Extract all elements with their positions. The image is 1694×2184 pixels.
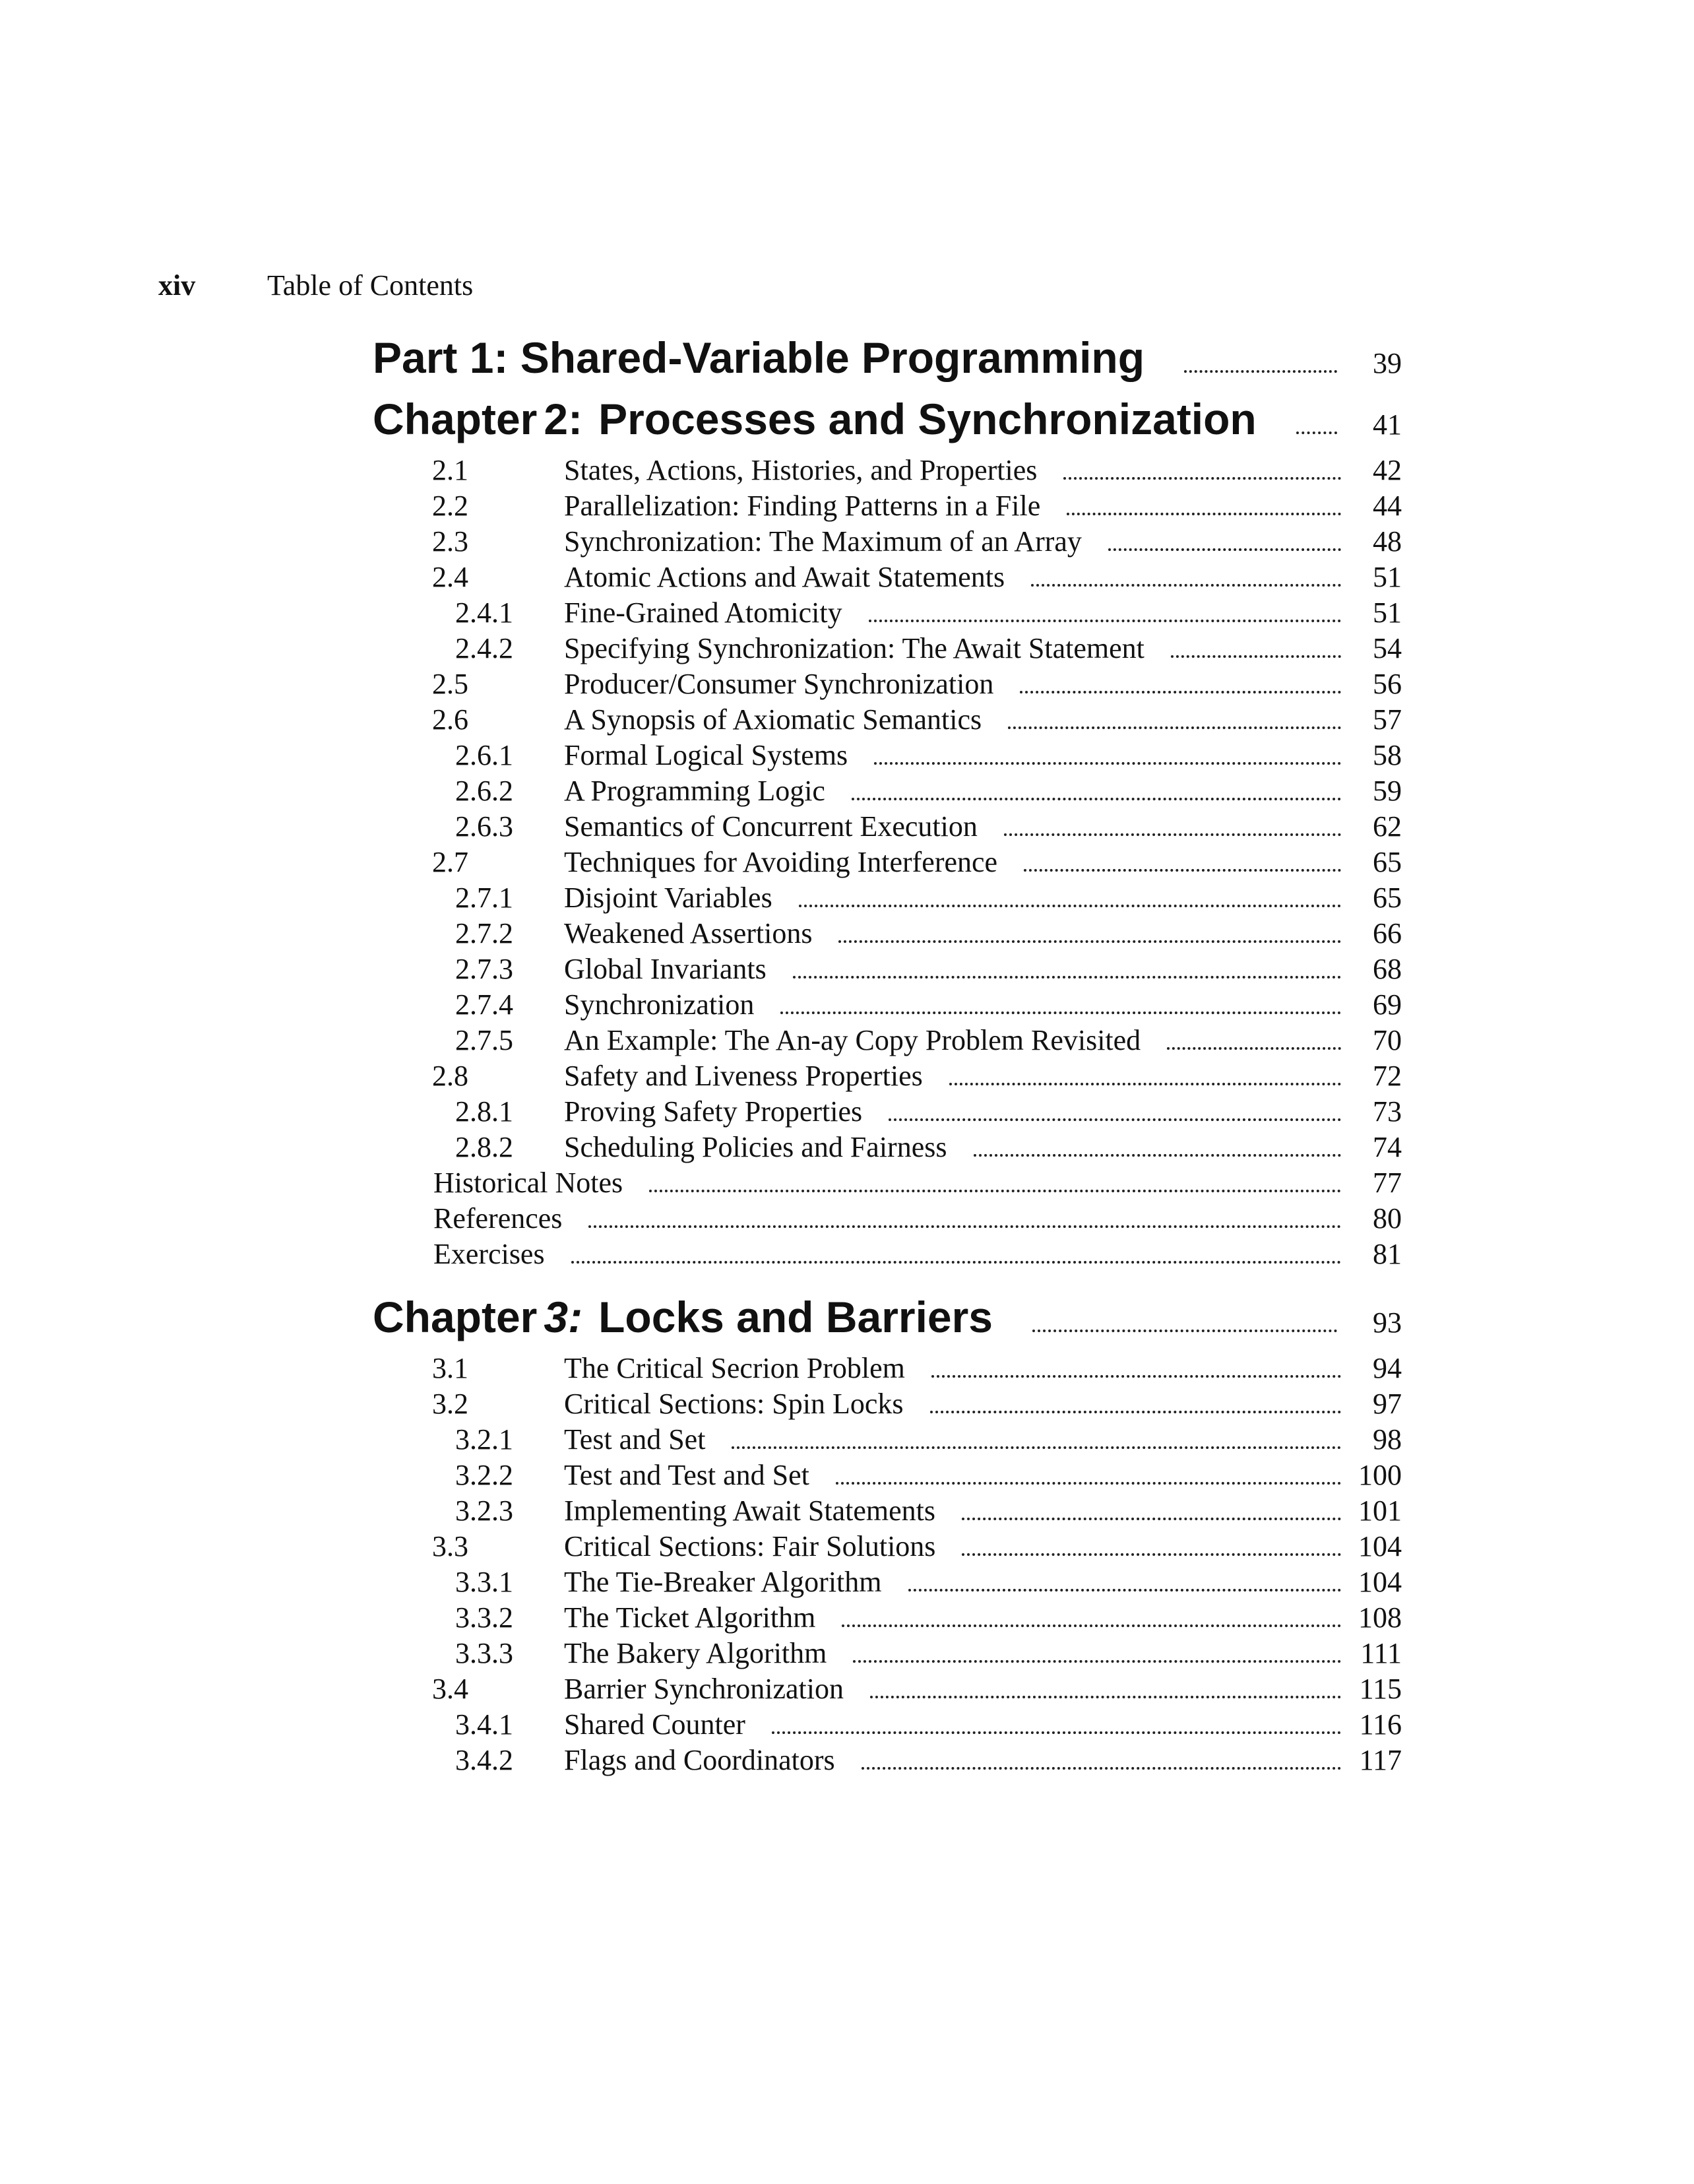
dot-leader	[772, 1731, 1341, 1734]
dot-leader	[869, 620, 1341, 622]
chapter-2-title: Processes and Synchronization	[598, 395, 1257, 443]
toc-entry-number: 2.5	[432, 668, 468, 700]
toc-entry-page-number: 65	[1373, 882, 1402, 914]
toc-entry-number: 2.7.1	[455, 882, 513, 914]
toc-entry	[373, 809, 1402, 845]
toc-entry-page-number: 57	[1373, 703, 1402, 736]
toc-entry	[373, 1351, 1402, 1386]
toc-entry-title: Flags and Coordinators	[564, 1744, 835, 1776]
dot-leader	[1296, 432, 1337, 434]
dot-leader	[1032, 1330, 1337, 1332]
toc-entry	[373, 631, 1402, 666]
toc-entry-title: Techniques for Avoiding Interference	[564, 846, 998, 878]
dot-leader	[732, 1446, 1341, 1449]
toc-entry-page-number: 72	[1373, 1060, 1402, 1092]
toc-entry-page-number: 44	[1373, 490, 1402, 522]
toc-entry-page-number: 58	[1373, 739, 1402, 771]
toc-entry-page-number: 66	[1373, 917, 1402, 949]
toc-entry-title: Shared Counter	[564, 1708, 745, 1741]
toc-entry-number: 3.2.3	[455, 1494, 513, 1527]
toc-entry	[373, 1201, 1402, 1237]
toc-entry-page-number: 104	[1358, 1530, 1402, 1562]
toc-entry-number: 2.7.2	[455, 917, 513, 949]
toc-entry	[373, 1058, 1402, 1094]
toc-entry-title: Implementing Await Statements	[564, 1494, 935, 1527]
toc-entry	[373, 1237, 1402, 1272]
toc-entry-title: Formal Logical Systems	[564, 739, 848, 771]
toc-entry	[373, 1023, 1402, 1058]
chapter-3-heading	[373, 1289, 1402, 1351]
dot-leader	[1171, 655, 1341, 658]
dot-leader	[974, 1154, 1342, 1157]
toc-entry-page-number: 98	[1373, 1423, 1402, 1456]
toc-entry-number: 2.4.2	[455, 632, 513, 664]
toc-entry	[373, 488, 1402, 524]
dot-leader	[949, 1083, 1341, 1085]
toc-entry-page-number: 59	[1373, 775, 1402, 807]
toc-entry	[373, 1564, 1402, 1600]
dot-leader	[870, 1696, 1341, 1698]
toc-entry	[373, 595, 1402, 631]
chapter-3-page-number: 93	[1373, 1306, 1402, 1339]
dot-leader	[1184, 370, 1337, 373]
dot-leader	[874, 762, 1341, 765]
toc-entry-page-number: 101	[1358, 1494, 1402, 1527]
part-title: Part 1: Shared-Variable Programming	[373, 333, 1145, 382]
toc-entry	[373, 524, 1402, 560]
toc-entry-title: Safety and Liveness Properties	[564, 1060, 923, 1092]
dot-leader	[838, 940, 1341, 943]
toc-entry-number: 3.3.2	[455, 1601, 513, 1634]
dot-leader	[571, 1261, 1341, 1264]
dot-leader	[931, 1375, 1341, 1378]
toc-entry-title: Test and Set	[564, 1423, 706, 1456]
toc-entry-title: States, Actions, Histories, and Properties	[564, 454, 1038, 486]
toc-entry-number: 3.3.1	[455, 1566, 513, 1598]
toc-entry-title: Synchronization	[564, 988, 755, 1021]
part-heading	[373, 330, 1402, 391]
table-of-contents	[373, 330, 1402, 1778]
dot-leader	[1024, 869, 1341, 872]
toc-entry-page-number: 54	[1373, 632, 1402, 664]
toc-entry	[373, 773, 1402, 809]
toc-entry	[373, 1671, 1402, 1707]
running-head-title: Table of Contents	[267, 269, 474, 302]
toc-entry-number: 2.3	[432, 525, 468, 558]
toc-entry-page-number: 48	[1373, 525, 1402, 558]
dot-leader	[836, 1482, 1341, 1485]
toc-entry	[373, 1165, 1402, 1201]
toc-entry-title: Weakened Assertions	[564, 917, 813, 949]
toc-entry	[373, 702, 1402, 738]
toc-entry-number: 2.6	[432, 703, 468, 736]
toc-entry-page-number: 51	[1373, 596, 1402, 629]
toc-entry-page-number: 73	[1373, 1095, 1402, 1128]
toc-entry-title: Historical Notes	[433, 1167, 623, 1199]
toc-entry	[373, 560, 1402, 595]
toc-entry-page-number: 80	[1373, 1202, 1402, 1235]
toc-entry-page-number: 65	[1373, 846, 1402, 878]
dot-leader	[889, 1118, 1341, 1121]
toc-entry-title: Semantics of Concurrent Execution	[564, 810, 978, 843]
toc-entry-title: Exercises	[433, 1238, 545, 1270]
toc-entry-title: An Example: The An-ay Copy Problem Revisited	[564, 1024, 1141, 1056]
toc-entry	[373, 1636, 1402, 1671]
toc-entry-number: 2.6.2	[455, 775, 513, 807]
toc-entry-page-number: 42	[1373, 454, 1402, 486]
toc-entry-page-number: 62	[1373, 810, 1402, 843]
toc-entry-title: Test and Test and Set	[564, 1459, 809, 1491]
toc-entry	[373, 666, 1402, 702]
toc-entry-page-number: 56	[1373, 668, 1402, 700]
toc-entry-number: 3.1	[432, 1352, 468, 1384]
dot-leader	[1020, 691, 1341, 693]
toc-entry-title: A Programming Logic	[564, 775, 825, 807]
dot-leader	[862, 1767, 1341, 1770]
toc-entry-title: Critical Sections: Spin Locks	[564, 1388, 904, 1420]
toc-entry-page-number: 117	[1359, 1744, 1402, 1776]
toc-entry	[373, 453, 1402, 488]
toc-entry-page-number: 116	[1359, 1708, 1402, 1741]
toc-entry-number: 2.6.3	[455, 810, 513, 843]
dot-leader	[842, 1624, 1341, 1627]
dot-leader	[852, 798, 1341, 800]
toc-entry-title: The Tie-Breaker Algorithm	[564, 1566, 882, 1598]
page-folio: xiv	[158, 269, 196, 302]
toc-entry-page-number: 70	[1373, 1024, 1402, 1056]
toc-entry-page-number: 97	[1373, 1388, 1402, 1420]
toc-entry-number: 2.7	[432, 846, 468, 878]
toc-entry-number: 3.4.1	[455, 1708, 513, 1741]
toc-entry-title: Barrier Synchronization	[564, 1673, 844, 1705]
dot-leader	[1008, 726, 1341, 729]
toc-entry	[373, 845, 1402, 880]
toc-entry-page-number: 74	[1373, 1131, 1402, 1163]
toc-entry	[373, 1493, 1402, 1529]
toc-entry-number: 3.3.3	[455, 1637, 513, 1669]
toc-entry-number: 2.4	[432, 561, 468, 593]
toc-entry-title: Synchronization: The Maximum of an Array	[564, 525, 1082, 558]
dot-leader	[799, 905, 1341, 907]
toc-entry	[373, 1600, 1402, 1636]
dot-leader	[793, 976, 1341, 979]
chapter-2-number: 2	[544, 395, 569, 443]
toc-entry-title: Parallelization: Finding Patterns in a File	[564, 490, 1041, 522]
chapter-2-colon: :	[568, 395, 583, 443]
toc-entry-page-number: 108	[1358, 1601, 1402, 1634]
toc-entry	[373, 738, 1402, 773]
toc-entry-page-number: 68	[1373, 953, 1402, 985]
toc-entry-number: 2.8	[432, 1060, 468, 1092]
toc-entry-title: Specifying Synchronization: The Await Statement	[564, 632, 1145, 664]
toc-entry	[373, 1458, 1402, 1493]
toc-entry-number: 3.2.2	[455, 1459, 513, 1491]
toc-entry-title: The Critical Secrion Problem	[564, 1352, 905, 1384]
chapter-3-entries	[373, 1351, 1402, 1778]
dot-leader	[588, 1225, 1341, 1228]
toc-entry-page-number: 100	[1358, 1459, 1402, 1491]
toc-entry	[373, 916, 1402, 951]
toc-entry-page-number: 94	[1373, 1352, 1402, 1384]
toc-entry-page-number: 77	[1373, 1167, 1402, 1199]
toc-entry-title: Scheduling Policies and Fairness	[564, 1131, 947, 1163]
toc-entry-title: Disjoint Variables	[564, 882, 772, 914]
dot-leader	[1108, 548, 1341, 551]
chapter-2-heading	[373, 391, 1402, 453]
toc-entry-number: 2.8.2	[455, 1131, 513, 1163]
toc-entry-number: 2.7.5	[455, 1024, 513, 1056]
dot-leader	[930, 1411, 1341, 1413]
toc-entry-title: Proving Safety Properties	[564, 1095, 863, 1128]
dot-leader	[1063, 477, 1341, 480]
toc-entry	[373, 1130, 1402, 1165]
part-page-number: 39	[1373, 347, 1402, 379]
toc-entry-title: Critical Sections: Fair Solutions	[564, 1530, 936, 1562]
toc-entry	[373, 1386, 1402, 1422]
dot-leader	[1167, 1047, 1341, 1050]
chapter-3-number: 3	[544, 1293, 569, 1341]
chapter-3-title: Locks and Barriers	[598, 1293, 993, 1341]
toc-entry	[373, 987, 1402, 1023]
toc-entry	[373, 1529, 1402, 1564]
toc-entry-number: 2.2	[432, 490, 468, 522]
toc-entry-number: 3.2	[432, 1388, 468, 1420]
toc-entry-number: 3.2.1	[455, 1423, 513, 1456]
chapter-3-title-group	[373, 1289, 993, 1345]
chapter-2-label: Chapter	[373, 395, 538, 443]
dot-leader	[649, 1190, 1341, 1192]
running-head	[158, 267, 473, 304]
dot-leader	[780, 1012, 1341, 1014]
chapter-2-page-number: 41	[1373, 408, 1402, 441]
toc-entry-number: 3.4.2	[455, 1744, 513, 1776]
toc-entry-number: 2.7.3	[455, 953, 513, 985]
toc-entry-title: A Synopsis of Axiomatic Semantics	[564, 703, 982, 736]
chapter-2-title-group	[373, 391, 1257, 447]
toc-entry-page-number: 104	[1358, 1566, 1402, 1598]
toc-entry-number: 2.1	[432, 454, 468, 486]
dot-leader	[1031, 584, 1341, 587]
toc-entry-title: The Bakery Algorithm	[564, 1637, 827, 1669]
toc-entry	[373, 1743, 1402, 1778]
toc-entry	[373, 1707, 1402, 1743]
toc-entry-title: Producer/Consumer Synchronization	[564, 668, 994, 700]
toc-entry-title: Atomic Actions and Await Statements	[564, 561, 1005, 593]
toc-entry	[373, 1422, 1402, 1458]
chapter-3-colon: :	[568, 1293, 583, 1341]
chapter-2-entries	[373, 453, 1402, 1272]
toc-entry-title: References	[433, 1202, 563, 1235]
toc-entry-number: 2.8.1	[455, 1095, 513, 1128]
toc-entry-number: 3.4	[432, 1673, 468, 1705]
dot-leader	[853, 1660, 1341, 1663]
toc-entry	[373, 1094, 1402, 1130]
toc-entry-page-number: 81	[1373, 1238, 1402, 1270]
toc-entry-number: 2.6.1	[455, 739, 513, 771]
toc-entry-number: 3.3	[432, 1530, 468, 1562]
chapter-3-label: Chapter	[373, 1293, 538, 1341]
dot-leader	[962, 1553, 1341, 1556]
toc-entry-page-number: 115	[1359, 1673, 1402, 1705]
toc-entry-title: Global Invariants	[564, 953, 767, 985]
toc-entry-page-number: 111	[1360, 1637, 1402, 1669]
dot-leader	[908, 1589, 1342, 1591]
toc-entry-page-number: 51	[1373, 561, 1402, 593]
toc-entry-title: Fine-Grained Atomicity	[564, 596, 842, 629]
dot-leader	[1067, 513, 1341, 515]
toc-entry-title: The Ticket Algorithm	[564, 1601, 816, 1634]
toc-entry	[373, 951, 1402, 987]
dot-leader	[962, 1518, 1341, 1520]
toc-entry-number: 2.7.4	[455, 988, 513, 1021]
toc-entry-page-number: 69	[1373, 988, 1402, 1021]
dot-leader	[1004, 833, 1341, 836]
toc-entry	[373, 880, 1402, 916]
toc-entry-number: 2.4.1	[455, 596, 513, 629]
